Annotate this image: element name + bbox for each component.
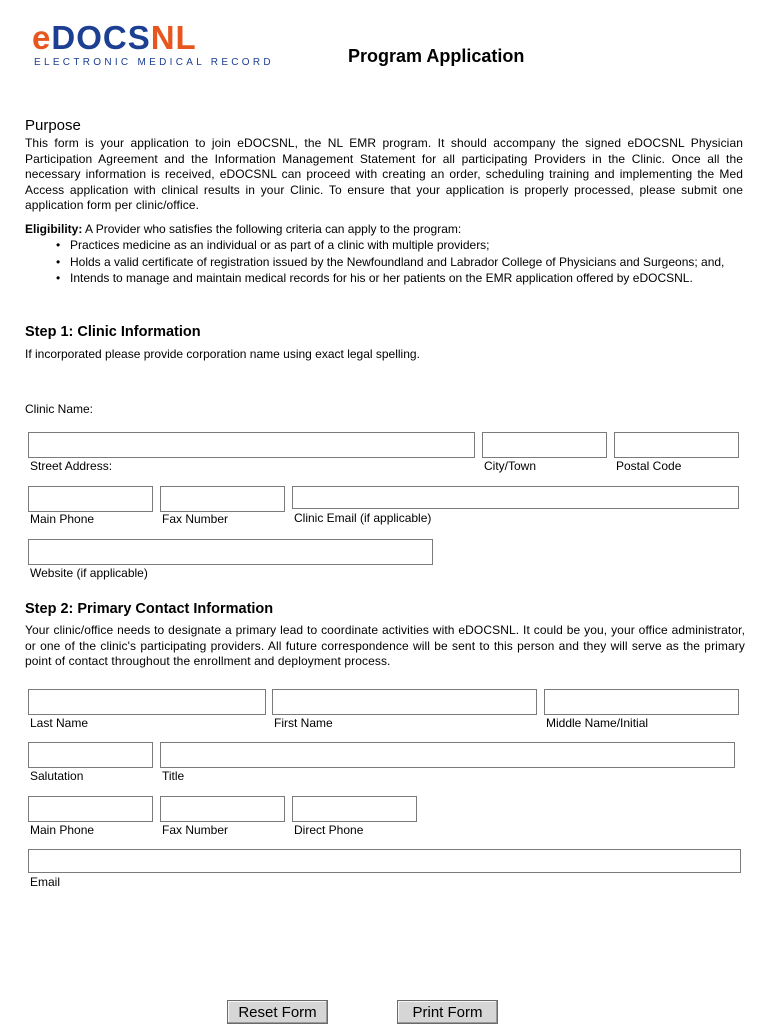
contact-main-phone-input[interactable] bbox=[28, 796, 153, 822]
title-label: Title bbox=[162, 769, 185, 783]
clinic-name-label: Clinic Name: bbox=[25, 402, 94, 416]
purpose-heading: Purpose bbox=[25, 117, 81, 134]
city-town-label: City/Town bbox=[484, 459, 537, 473]
street-address-input[interactable] bbox=[28, 432, 475, 458]
eligibility-item: • Practices medicine as an individual or as part of a clinic with multiple providers; bbox=[56, 237, 744, 254]
website-input[interactable] bbox=[28, 539, 433, 565]
eligibility-intro bbox=[25, 222, 743, 238]
middle-name-label: Middle Name/Initial bbox=[546, 716, 649, 730]
contact-email-input[interactable] bbox=[28, 849, 741, 873]
city-town-input[interactable] bbox=[482, 432, 607, 458]
eligibility-intro-text: A Provider who satisfies the following criteria can apply to the program: bbox=[82, 222, 462, 236]
eligibility-item: • Intends to manage and maintain medical records for his or her patients on the EMR application offered by eDOCSNL. bbox=[56, 270, 744, 287]
website-label: Website (if applicable) bbox=[30, 566, 148, 580]
clinic-fax-label: Fax Number bbox=[162, 512, 229, 526]
postal-code-input[interactable] bbox=[614, 432, 739, 458]
clinic-email-input[interactable] bbox=[292, 486, 739, 509]
step2-heading: Step 2: Primary Contact Information bbox=[25, 601, 274, 617]
direct-phone-input[interactable] bbox=[292, 796, 417, 822]
clinic-main-phone-input[interactable] bbox=[28, 486, 153, 512]
last-name-input[interactable] bbox=[28, 689, 266, 715]
contact-main-phone-label: Main Phone bbox=[30, 823, 95, 837]
first-name-input[interactable] bbox=[272, 689, 537, 715]
page-title: Program Application bbox=[348, 46, 525, 66]
clinic-email-label: Clinic Email (if applicable) bbox=[294, 511, 432, 525]
first-name-label: First Name bbox=[274, 716, 333, 730]
print-form-button[interactable]: Print Form bbox=[397, 1000, 498, 1024]
title-input[interactable] bbox=[160, 742, 735, 768]
step1-heading: Step 1: Clinic Information bbox=[25, 324, 201, 340]
clinic-main-phone-label: Main Phone bbox=[30, 512, 95, 526]
edocsnl-logo: eDOCSNL bbox=[32, 19, 197, 56]
postal-code-label: Postal Code bbox=[616, 459, 682, 473]
reset-form-button[interactable]: Reset Form bbox=[227, 1000, 328, 1024]
step2-text: Your clinic/office needs to designate a primary lead to coordinate activities with eDOCSNL. It could be you, your office administrator, or one of the clinic's participating providers. All future correspondence will be sent to this person and they will serve as the primary point of contact throughout the enrollment and deployment process. bbox=[25, 623, 745, 669]
step1-note: If incorporated please provide corporation name using exact legal spelling. bbox=[25, 347, 420, 361]
eligibility-label: Eligibility: bbox=[25, 222, 83, 236]
logo-subtitle: ELECTRONIC MEDICAL RECORD bbox=[34, 57, 274, 68]
contact-fax-input[interactable] bbox=[160, 796, 285, 822]
direct-phone-label: Direct Phone bbox=[294, 823, 364, 837]
contact-email-label: Email bbox=[30, 875, 61, 889]
clinic-fax-input[interactable] bbox=[160, 486, 285, 512]
street-address-label: Street Address: bbox=[30, 459, 113, 473]
salutation-input[interactable] bbox=[28, 742, 153, 768]
purpose-text: This form is your application to join eDOCSNL, the NL EMR program. It should accompany the signed eDOCSNL Physician Participation Agreement and the Information Management Statement for all participating Providers in the Clinic. Once all the necessary information is received, eDOCSNL can proceed with creating an order, scheduling training and implementing the Med Access application with clinical results in your Clinic. To ensure that your application is properly processed, please submit one application form per clinic/office. bbox=[25, 136, 743, 213]
eligibility-item: • Holds a valid certificate of registration issued by the Newfoundland and Labrador College of Physicians and Surgeons; and, bbox=[56, 254, 744, 271]
eligibility-list bbox=[56, 237, 744, 287]
middle-name-input[interactable] bbox=[544, 689, 739, 715]
contact-fax-label: Fax Number bbox=[162, 823, 229, 837]
salutation-label: Salutation bbox=[30, 769, 84, 783]
last-name-label: Last Name bbox=[30, 716, 89, 730]
